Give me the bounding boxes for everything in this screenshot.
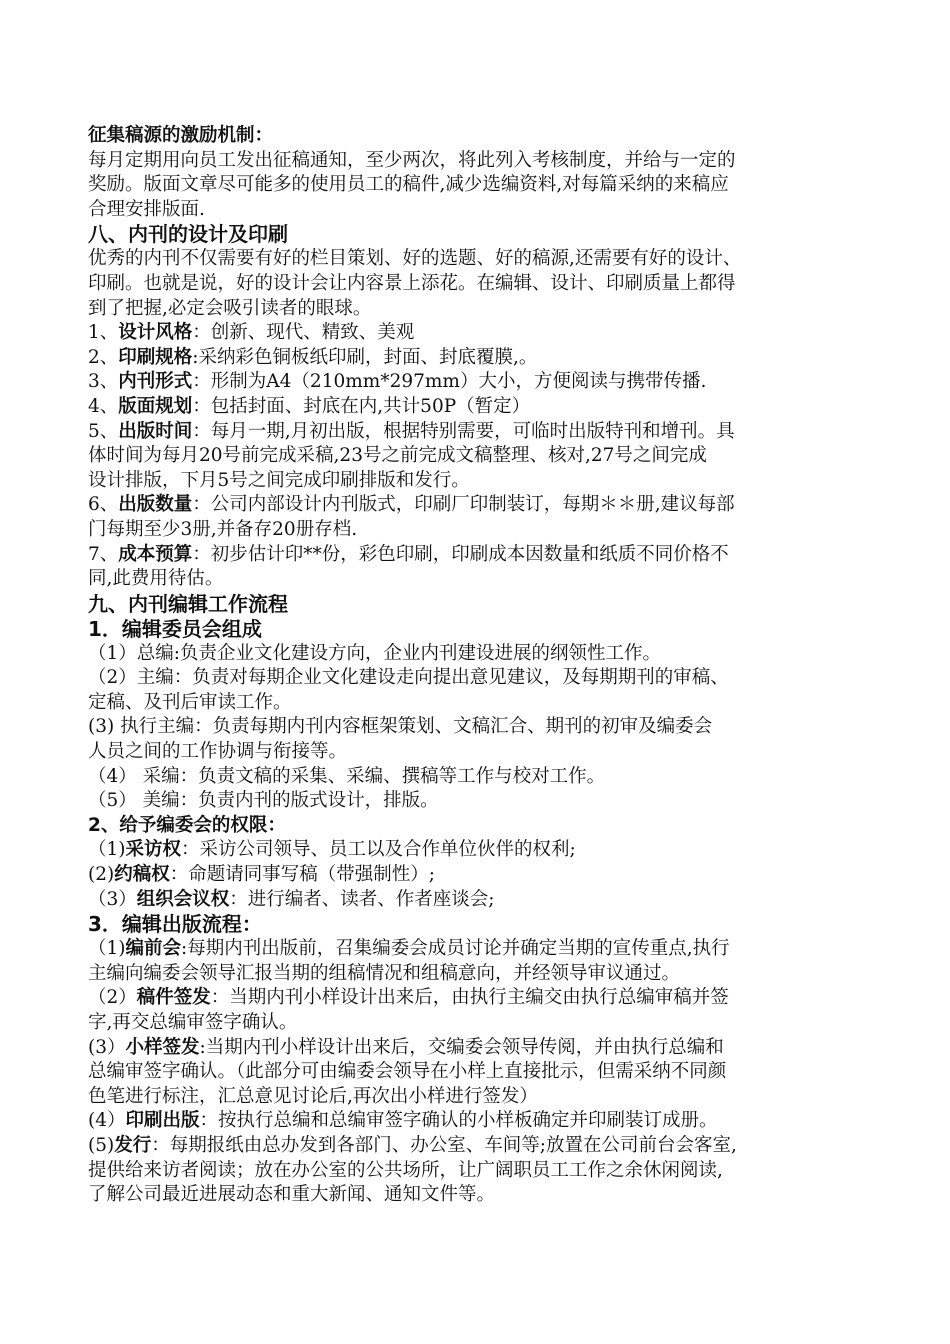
text-line: [88, 444, 888, 469]
item-number: 2、: [88, 346, 119, 368]
text-line: [88, 346, 888, 371]
text-line: [88, 642, 888, 667]
section-heading: 八、内刊的设计及印刷: [88, 222, 288, 247]
line-text: 了解公司最近进展动态和重大新闻、通知文件等。: [88, 1184, 496, 1206]
item-number: （2）: [88, 987, 137, 1009]
text-line: [88, 1036, 888, 1061]
line-text: （2）主编：负责对每期企业文化建设走向提出意见建议，及每期期刊的审稿、: [88, 667, 729, 689]
text-line: [88, 888, 888, 913]
item-number: 7、: [88, 543, 119, 565]
text-line: [88, 198, 888, 223]
line-text: 同,此费用待估。: [88, 568, 224, 590]
bold-term: 内刊形式: [118, 371, 193, 393]
line-text: ：创新、现代、精致、美观: [192, 322, 415, 344]
line-text: 印刷。也就是说，好的设计会让内容景上添花。在编辑、设计、印刷质量上都得: [88, 272, 736, 294]
line-text: :当期内刊小样设计出来后，交编委会领导传阅，并由执行总编和: [199, 1036, 724, 1058]
text-line: [88, 740, 888, 765]
text-line: [88, 838, 888, 863]
text-line: [88, 420, 888, 445]
item-number: 1、: [88, 322, 119, 344]
bold-term: 征集稿源的激励机制：: [88, 125, 274, 146]
text-line: [88, 493, 888, 518]
text-line: [88, 1159, 888, 1184]
text-line: [88, 1085, 888, 1110]
text-line: [88, 937, 888, 962]
bold-term: 出版数量: [118, 494, 193, 516]
line-text: 门每期至少3册,并备存20册存档.: [88, 518, 358, 540]
item-number: (3）: [88, 1036, 126, 1058]
text-line: [88, 395, 888, 420]
bold-term: 约稿权: [114, 864, 170, 886]
text-line: [88, 124, 888, 149]
text-line: [88, 691, 888, 716]
bold-term: 印刷出版: [125, 1110, 200, 1132]
section-heading: 3．编辑出版流程：: [88, 912, 262, 937]
bold-term: 出版时间: [118, 420, 193, 442]
line-text: ：命题请同事写稿（带强制性）;: [169, 864, 435, 886]
bold-term: 发行: [114, 1134, 152, 1156]
bold-term: 编前会: [125, 938, 182, 960]
text-line: [88, 173, 888, 198]
line-text: 字,再交总编审签字确认。: [88, 1012, 298, 1033]
line-text: (3) 执行主编：负责每期内刊内容框架策划、文稿汇合、期刊的初审及编委会: [88, 716, 713, 738]
line-text: 体时间为每月20号前完成采稿,23号之前完成文稿整理、核对,27号之间完成: [88, 445, 707, 467]
item-number: （3）: [88, 888, 137, 910]
bold-term: 成本预算: [118, 543, 193, 565]
line-text: ：当期内刊小样设计出来后，由执行主编交由执行总编审稿并签: [210, 987, 729, 1009]
bold-term: 组织会议权: [136, 888, 230, 910]
line-text: （5） 美编：负责内刊的版式设计，排版。: [88, 790, 439, 812]
text-line: [88, 469, 888, 494]
bold-term: 版面规划: [118, 395, 193, 417]
item-number: （1): [88, 839, 126, 861]
text-line: [88, 1011, 888, 1036]
text-line: [88, 1109, 888, 1134]
item-number: (2): [88, 864, 115, 886]
text-line: [88, 986, 888, 1011]
text-line: [88, 962, 888, 987]
line-text: 每月定期用向员工发出征稿通知，至少两次，将此列入考核制度，并给与一定的: [88, 149, 736, 171]
bold-term: 小样签发: [125, 1036, 200, 1058]
text-line: [88, 543, 888, 568]
line-text: ：每月一期,月初出版，根据特别需要，可临时出版特刊和增刊。具: [192, 420, 735, 442]
item-number: (5): [88, 1134, 115, 1156]
line-text: （1）总编:负责企业文化建设方向，企业内刊建设进展的纲领性工作。: [88, 642, 662, 664]
text-line: [88, 666, 888, 691]
line-text: 主编向编委会领导汇报当期的组稿情况和组稿意向，并经领导审议通过。: [88, 962, 681, 984]
item-number: 3、: [88, 371, 119, 393]
section-heading: 1．编辑委员会组成: [88, 616, 262, 641]
text-line: [88, 765, 888, 790]
section-heading: 九、内刊编辑工作流程: [88, 591, 288, 616]
line-text: ：公司内部设计内刊版式，印刷厂印制装订，每期＊＊册,建议每部: [192, 494, 735, 516]
line-text: （4） 采编：负责文稿的采集、采编、撰稿等工作与校对工作。: [88, 765, 606, 787]
item-number: 5、: [88, 420, 119, 442]
text-line: [88, 863, 888, 888]
document-page: [88, 124, 888, 1208]
text-line: [88, 1134, 888, 1159]
line-text: ：每期报纸由总办发到各部门、办公室、车间等;放置在公司前台会客室,: [151, 1134, 737, 1156]
line-text: :每期内刊出版前，召集编委会成员讨论并确定当期的宣传重点,执行: [181, 938, 730, 960]
line-text: ：包括封面、封底在内,共计50P（暂定）: [192, 395, 531, 417]
line-text: 奖励。版面文章尽可能多的使用员工的稿件,减少选编资料,对每篇采纳的来稿应: [88, 174, 729, 196]
text-line: [88, 567, 888, 592]
line-text: 人员之间的工作协调与衔接等。: [88, 741, 348, 763]
text-line: [88, 370, 888, 395]
text-line: [88, 1183, 888, 1208]
text-line: [88, 247, 888, 272]
line-text: ：按执行总编和总编审签字确认的小样板确定并印刷装订成册。: [199, 1110, 718, 1132]
line-text: :采纳彩色铜板纸印刷，封面、封底覆膜,。: [192, 346, 538, 368]
text-line: [88, 297, 888, 322]
line-text: ：初步估计印**份，彩色印刷，印刷成本因数量和纸质不同价格不: [192, 543, 729, 565]
text-line: [88, 518, 888, 543]
line-text: 合理安排版面.: [88, 198, 205, 220]
bold-term: 稿件签发: [136, 987, 211, 1009]
line-text: 优秀的内刊不仅需要有好的栏目策划、好的选题、好的稿源,还需要有好的设计、: [88, 248, 742, 270]
bold-term: 印刷规格: [118, 346, 193, 368]
line-text: ：进行编者、读者、作者座谈会;: [229, 888, 495, 910]
line-text: ：形制为A4（210mm*297mm）大小，方便阅读与携带传播.: [192, 371, 707, 393]
text-line: [88, 715, 888, 740]
line-text: 色笔进行标注，汇总意见讨论后,再次出小样进行签发）: [88, 1085, 538, 1107]
text-line: [88, 789, 888, 814]
text-line: [88, 149, 888, 174]
bold-term: 采访权: [125, 839, 182, 861]
line-text: 设计排版，下月5号之间完成印刷排版和发行。: [88, 469, 470, 491]
line-text: 到了把握,必定会吸引读者的眼球。: [88, 297, 372, 319]
text-line: [88, 814, 888, 839]
line-text: 定稿、及刊后审读工作。: [88, 691, 292, 713]
text-line: [88, 1060, 888, 1085]
line-text: 提供给来访者阅读；放在办公室的公共场所，让广阔职员工工作之余休闲阅读,: [88, 1159, 723, 1181]
line-text: ：采访公司领导、员工以及合作单位伙伴的权利;: [181, 839, 576, 861]
item-number: 4、: [88, 395, 119, 417]
line-text: 总编审签字确认。（此部分可由编委会领导在小样上直接批示，但需采纳不同颜: [88, 1061, 727, 1083]
text-line: [88, 272, 888, 297]
item-number: （1): [88, 938, 126, 960]
text-line: [88, 321, 888, 346]
item-number: 6、: [88, 494, 119, 516]
bold-term: 2、给予编委会的权限：: [88, 814, 286, 836]
item-number: (4）: [88, 1110, 126, 1132]
bold-term: 设计风格: [118, 322, 193, 344]
